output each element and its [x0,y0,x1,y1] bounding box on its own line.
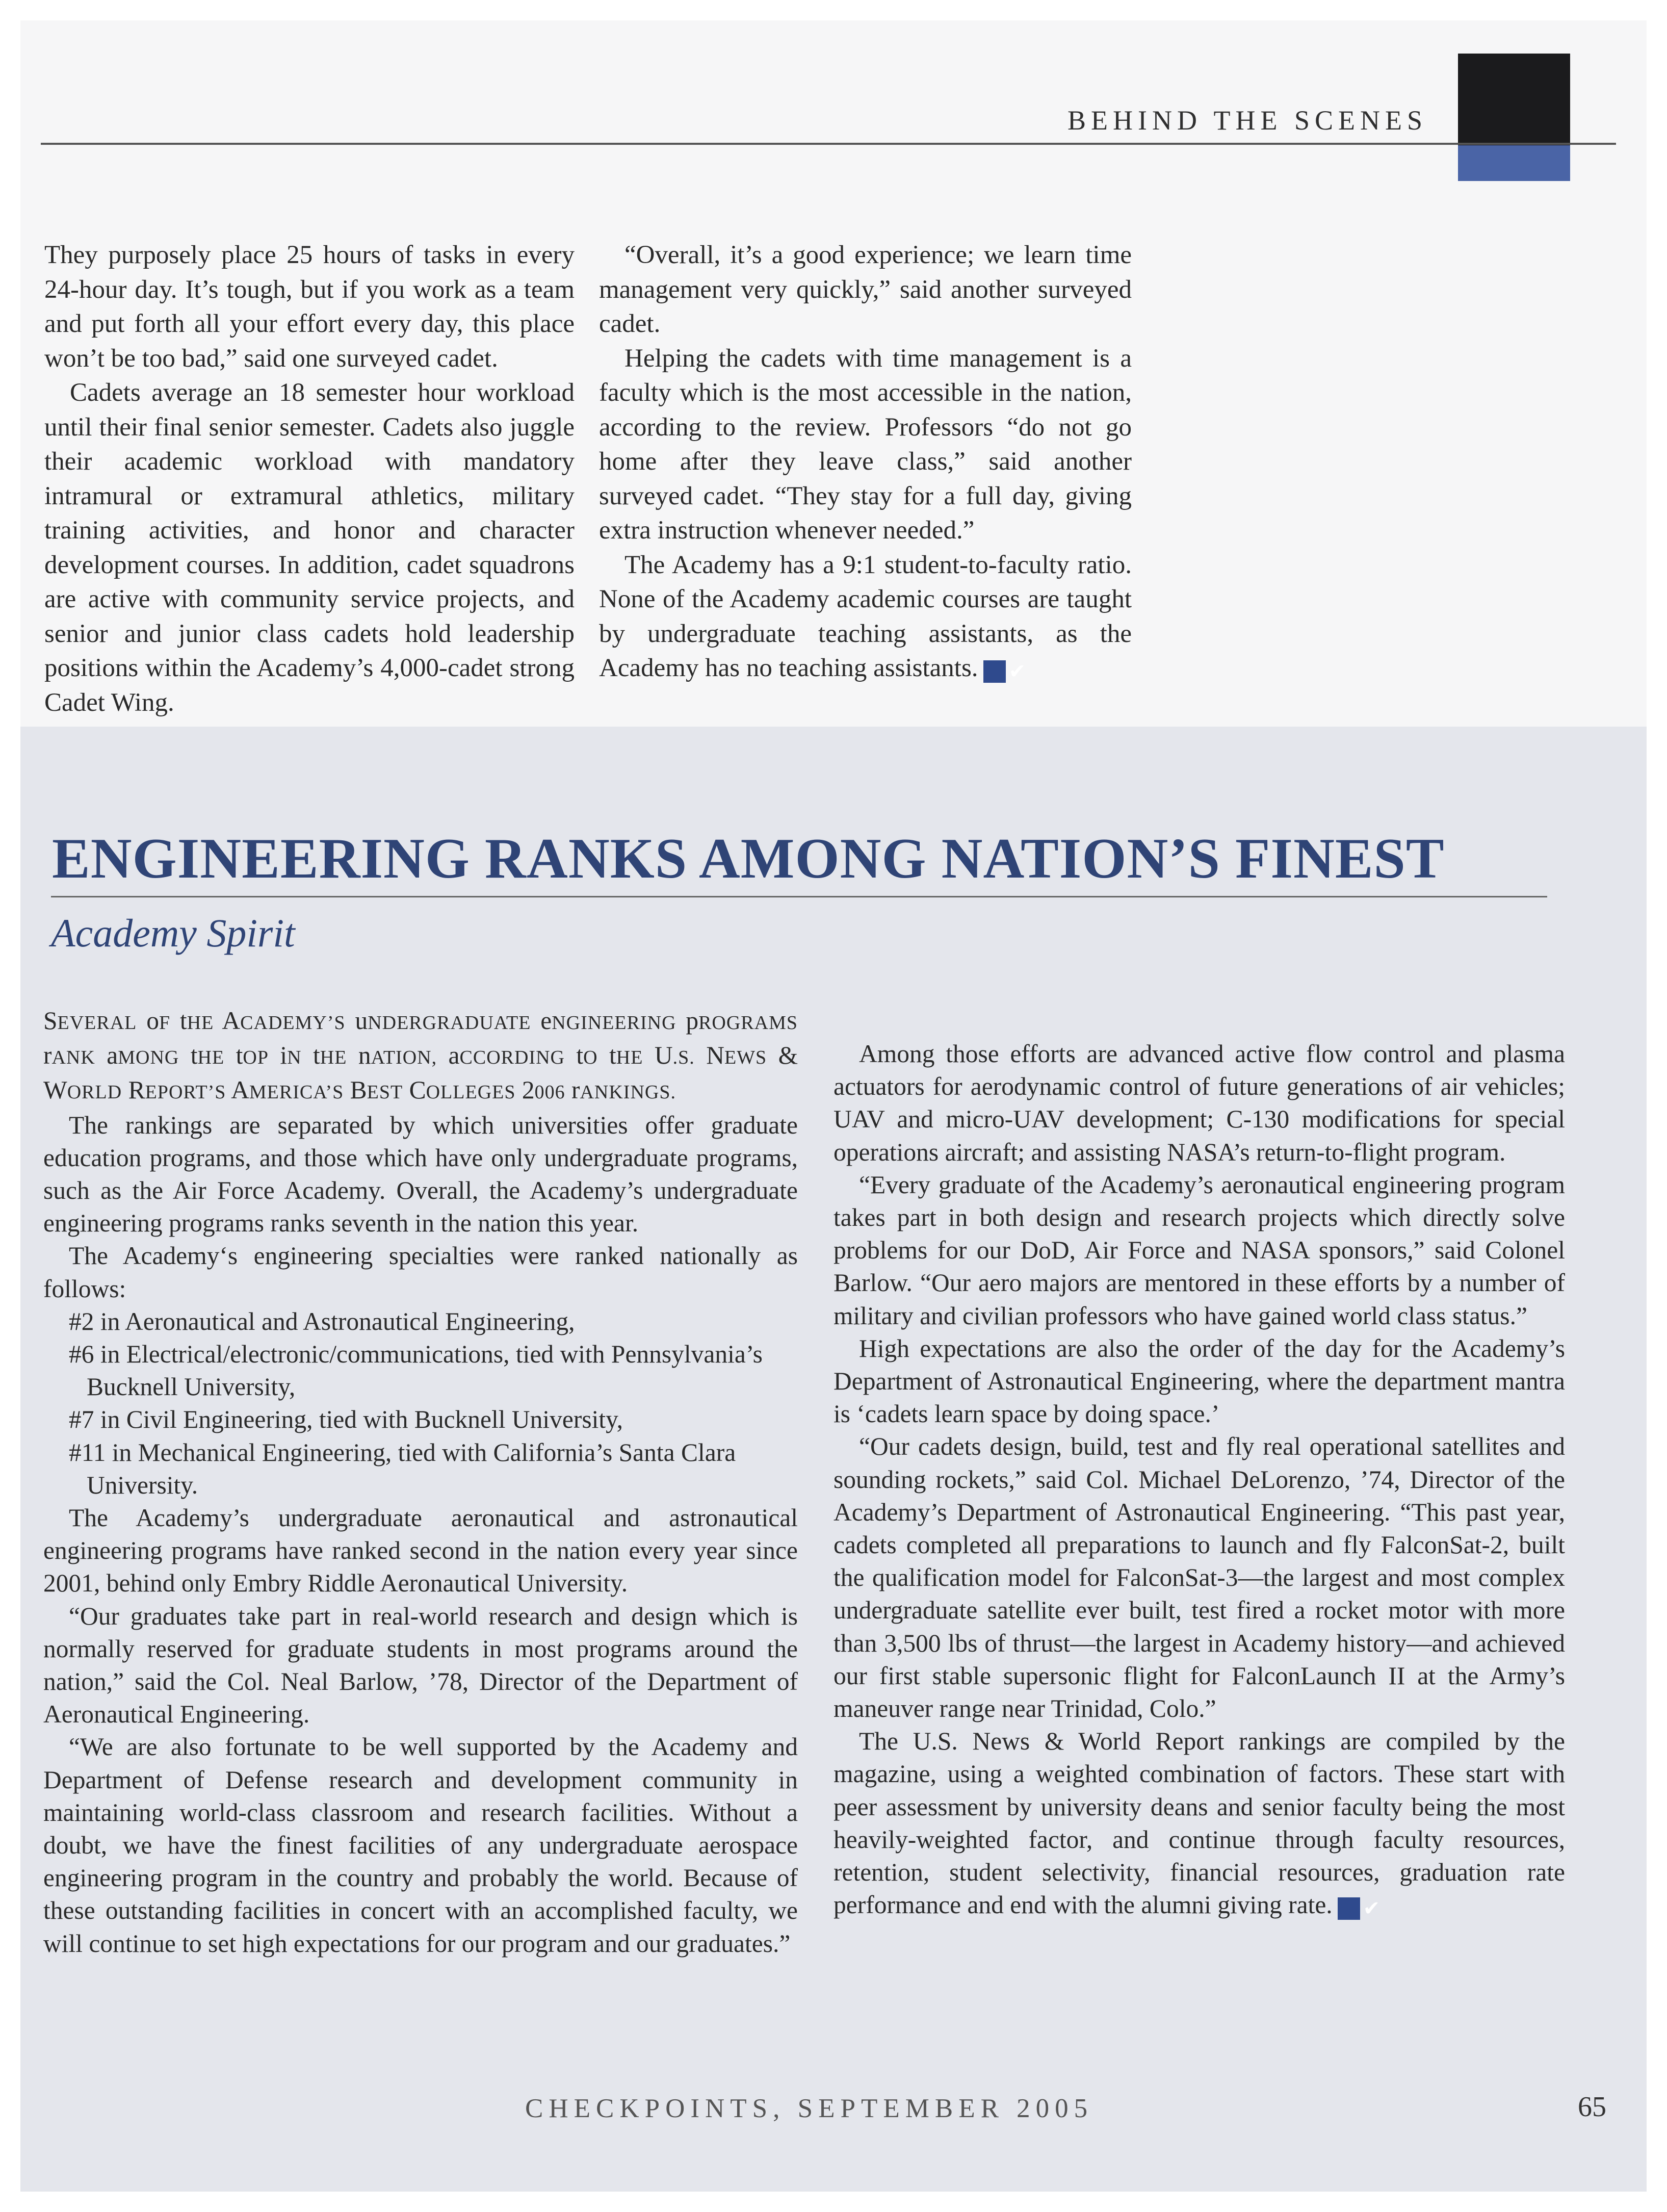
paragraph-text: The Academy has a 9:1 student-to-faculty ratio. None of the Academy academic courses are taught by undergraduate teaching assistants, as the Academy has no teaching assistants. [599,550,1132,682]
headline-rule [51,896,1547,897]
feature-right-column [834,1038,1565,1921]
list-item: #6 in Electrical/electronic/communications, tied with Pennsylvania’s Bucknell University, [69,1340,763,1401]
paragraph: “Every graduate of the Academy’s aeronautical engineering program takes part in both design and research projects which directly solve problems for our DoD, Air Force and NASA sponsors,” said Colonel Barlow. “Our aero majors are mentored in these efforts by a number of military and civilian professors who have gained world class status.” [834,1170,1565,1330]
paragraph-with-end-mark [599,548,1132,686]
list-item: #7 in Civil Engineering, tied with Bucknell University, [69,1405,623,1434]
paragraph: “We are also fortunate to be well supported by the Academy and Department of Defense research and development community in maintaining world-class classroom and research facilities. Without a doubt, we have the finest facilities of any undergraduate aerospace engineering program in the country and probably the world. Because of these outstanding facilities in concert with an accomplished faculty, we will continue to set high expectations for our program and our graduates.” [43,1733,798,1958]
paragraph: The Academy’s undergraduate aeronautical and astronautical engineering programs have ranked second in the nation every year since 2001, behind only Embry Riddle Aeronautical University. [43,1504,798,1598]
section-label: BEHIND THE SCENES [1067,105,1427,136]
paragraph-text: The U.S. News & World Report rankings are compiled by the magazine, using a weighted combination of factors. These start with peer assessment by university deans and senior faculty being the most heavily-weighted factor, and continue through faculty resources, retention, student selectivity, financial resources, graduation rate performance and end with the alumni giving rate. [834,1727,1565,1919]
list-item: #11 in Mechanical Engineering, tied with California’s Santa Clara University. [69,1438,736,1499]
magazine-page [20,20,1647,2192]
corner-tab [1458,54,1570,145]
paragraph: They purposely place 25 hours of tasks in every 24-hour day. It’s tough, but if you work as a team and put forth all your effort every day, this place won’t be too bad,” said one surveyed cadet. [44,241,575,373]
feature-headline: ENGINEERING RANKS AMONG NATION’S FINEST [52,827,1445,890]
paragraph: “Our graduates take part in real-world research and design which is normally reserved for graduate students in most programs around the nation,” said the Col. Neal Barlow, ’78, Director of the Department of Aeronautical Engineering. [43,1602,798,1729]
feature-byline: Academy Spirit [51,911,295,955]
list-item: #2 in Aeronautical and Astronautical Engineering, [69,1307,575,1335]
paragraph: Among those efforts are advanced active flow control and plasma actuators for aerodynamic control of future generations of air vehicles; UAV and micro-UAV development; C-130 modifications for special operations aircraft; and assisting NASA’s return-to-flight program. [834,1040,1565,1166]
lead-paragraph [43,1005,798,1109]
top-left-column [44,238,575,720]
feature-left-column [43,1005,798,1960]
paragraph-with-end-mark [834,1725,1565,1921]
page-number: 65 [1578,2091,1606,2123]
rankings-list [43,1305,798,1502]
footer-publication: CHECKPOINTS, SEPTEMBER 2005 [525,2094,1093,2123]
check-box-icon: ✔ [1338,1897,1360,1920]
check-box-icon: ✔ [983,660,1006,683]
header-rule [41,143,1616,145]
paragraph: The rankings are separated by which universities offer graduate education programs, and those which have only undergraduate programs, such as the Air Force Academy. Overall, the Academy’s undergraduate engineering programs ranks seventh in the nation this year. [43,1111,798,1238]
paragraph: Helping the cadets with time management is a faculty which is the most accessible in the nation, according to the review. Professors “do not go home after they leave class,” said another surveyed cadet. “They stay for a full day, giving extra instruction whenever needed.” [599,344,1132,545]
paragraph: Cadets average an 18 semester hour workload until their final senior semester. Cadets also juggle their academic workload with mandatory intramural or extramural athletics, military training activities, and honor and character development courses. In addition, cadet squadrons are active with community service projects, and senior and junior class cadets hold leadership positions within the Academy’s 4,000-cadet strong Cadet Wing. [44,378,575,717]
paragraph: High expectations are also the order of the day for the Academy’s Department of Astronautical Engineering, where the department mantra is ‘cadets learn space by doing space.’ [834,1334,1565,1428]
lead-text: SEVERAL oF tHE ACADEMY’S uNDERGRADUATE eNGINEERING pROGRAMS rANK aMONG tHE tOP iN tHE nATION, aCCORDING tO tHE U.S. NEWS & WORLD REPORT’S AMERICA’S BEST COLLEGES 2006 rANKINGS. [43,1007,798,1104]
paragraph: “Our cadets design, build, test and fly real operational satellites and sounding rockets,” said Col. Michael DeLorenzo, ’74, Director of the Academy’s Department of Astronautical Engineering. “This past year, cadets completed all preparations to launch and fly FalconSat-2, built the qualification model for FalconSat-3—the largest and most complex undergraduate satellite ever built, test fired a rocket motor with more than 3,500 lbs of thrust—the largest in Academy history—and achieved our first stable supersonic flight for FalconLaunch II at the Army’s maneuver range near Trinidad, Colo.” [834,1432,1565,1723]
paragraph: “Overall, it’s a good experience; we learn time management very quickly,” said another surveyed cadet. [599,241,1132,338]
top-right-column [599,238,1132,686]
paragraph: The Academy‘s engineering specialties were ranked nationally as follows: [43,1242,798,1303]
